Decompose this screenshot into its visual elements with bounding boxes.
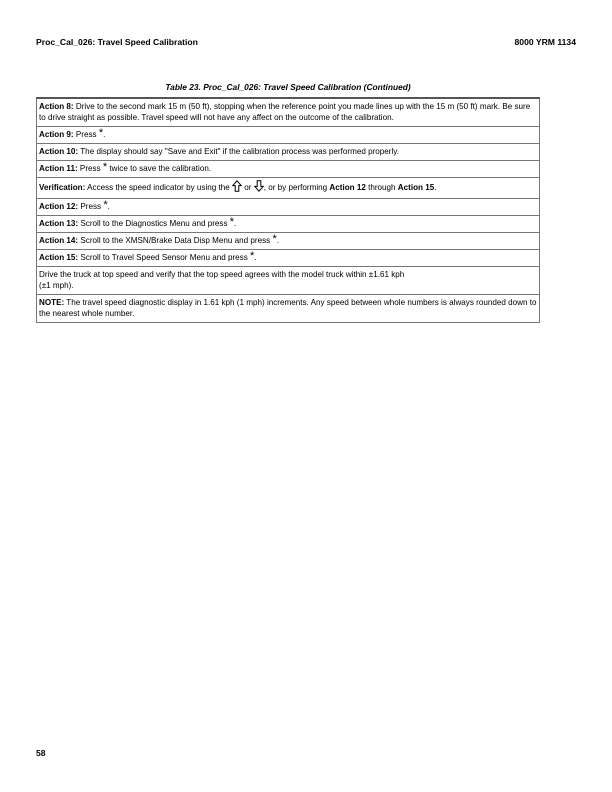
action-label: Action 12:	[39, 202, 79, 211]
action-10-cell	[37, 144, 540, 161]
header-doc-number: 8000 YRM 1134	[514, 37, 576, 47]
table-row	[37, 127, 540, 144]
action-label: Action 15:	[39, 253, 79, 262]
drive-text: (±1 mph).	[39, 281, 74, 290]
verification-text: through	[365, 183, 398, 192]
action-text: Scroll to Travel Speed Sensor Menu and press	[78, 253, 250, 262]
table-row	[37, 161, 540, 178]
action-11-cell	[37, 161, 540, 178]
verification-label: Verification:	[39, 183, 86, 192]
action-13-cell	[37, 216, 540, 233]
verification-text: , or by performing	[263, 183, 330, 192]
table-row	[37, 178, 540, 199]
table-row	[37, 295, 540, 323]
table-row	[37, 144, 540, 161]
table-row	[37, 199, 540, 216]
action-14-cell	[37, 233, 540, 250]
action-15-cell	[37, 250, 540, 267]
note-label: NOTE:	[39, 298, 65, 307]
action-15-ref: Action 15	[397, 183, 435, 192]
drive-test-cell	[37, 267, 540, 295]
action-text: Drive to the second mark 15 m (50 ft), stopping when the reference point you made lines up with the 15 m (50 ft) mark. Be sure to drive straight as possible. Travel speed will not have any affect on the outcome of the calibration.	[39, 102, 531, 122]
note-text: The travel speed diagnostic display in 1.61 kph (1 mph) increments. Any speed between whole numbers is always rounded down to the nearest whole number.	[39, 298, 537, 318]
table-row	[37, 98, 540, 127]
star-key-symbol: *	[272, 233, 277, 245]
action-text: Press	[73, 130, 99, 139]
period-text: .	[434, 183, 437, 192]
action-text: Press	[78, 202, 104, 211]
verification-cell	[37, 178, 540, 199]
table-row	[37, 267, 540, 295]
action-label: Action 9:	[39, 130, 74, 139]
period-text: .	[107, 202, 110, 211]
header-doc-title: Proc_Cal_026: Travel Speed Calibration	[36, 37, 198, 47]
verification-text: or	[242, 183, 254, 192]
period-text: .	[254, 253, 257, 262]
period-text: .	[234, 219, 237, 228]
action-text: Scroll to the XMSN/Brake Data Disp Menu and press	[78, 236, 273, 245]
action-text: Scroll to the Diagnostics Menu and press	[78, 219, 230, 228]
period-text: .	[276, 236, 280, 245]
down-arrow-icon	[254, 180, 264, 195]
star-key-symbol: *	[250, 250, 255, 262]
action-label: Action 13:	[39, 219, 79, 228]
action-text: Press	[77, 164, 103, 173]
table-row	[37, 233, 540, 250]
action-12-ref: Action 12	[329, 183, 366, 192]
star-key-symbol: *	[102, 161, 108, 173]
action-text: The display should say "Save and Exit" if the calibration process was performed properly.	[78, 147, 399, 156]
action-label: Action 14:	[39, 236, 79, 245]
action-8-cell	[37, 98, 540, 127]
page-number: 58	[36, 748, 46, 758]
table-row	[37, 216, 540, 233]
action-label: Action 8:	[39, 102, 74, 111]
action-12-cell	[37, 199, 540, 216]
star-key-symbol: *	[229, 216, 235, 228]
drive-text: Drive the truck at top speed and verify that the top speed agrees with the model truck within ±1.61 kph	[39, 270, 405, 279]
star-key-symbol: *	[103, 199, 108, 211]
up-arrow-icon	[232, 180, 242, 195]
star-key-symbol: *	[98, 127, 104, 139]
verification-text: Access the speed indicator by using the	[85, 183, 233, 192]
action-label: Action 10:	[39, 147, 79, 156]
action-label: Action 11:	[39, 164, 78, 173]
table-row	[37, 250, 540, 267]
table-caption: Table 23. Proc_Cal_026: Travel Speed Calibration (Continued)	[165, 82, 411, 92]
action-9-cell	[37, 127, 540, 144]
procedure-table	[36, 97, 540, 323]
action-text: twice to save the calibration.	[107, 164, 212, 173]
note-cell	[37, 295, 540, 323]
period-text: .	[103, 130, 106, 139]
